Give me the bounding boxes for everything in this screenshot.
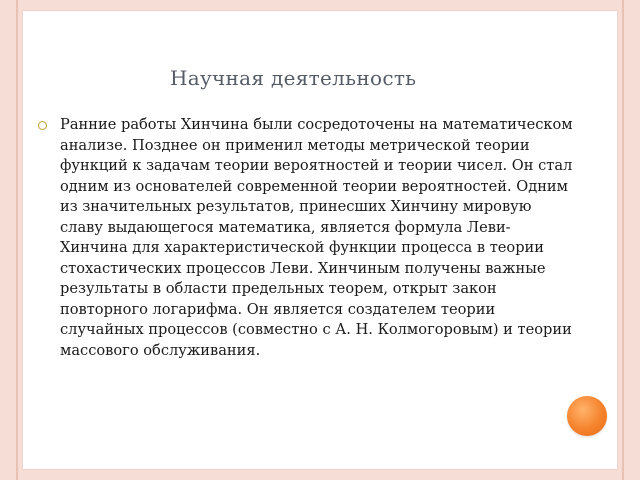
orange-circle-decoration: [567, 396, 607, 436]
frame-stripe-right: [622, 0, 624, 480]
slide-title: Научная деятельность: [170, 66, 417, 90]
bullet-circle-icon: [38, 121, 47, 130]
frame-stripe-left: [16, 0, 18, 480]
bullet-text: Ранние работы Хинчина были сосредоточены на математическом анализе. Позднее он применил методы метрической теории функций к задачам теории вероятностей и теории чисел. Он стал одним из основателей современной теории вероятностей. Одним из значительных результатов, принесших Хинчину мировую славу выдающегося математика, является формула Леви-Хинчина для характеристической функции процесса в теории стохастических процессов Леви. Хинчиным получены важные результаты в области предельных теорем, открыт закон повторного логарифма. Он является создателем теории случайных процессов (совместно с А. Н. Колмогоровым) и теории массового обслуживания.: [60, 116, 573, 359]
